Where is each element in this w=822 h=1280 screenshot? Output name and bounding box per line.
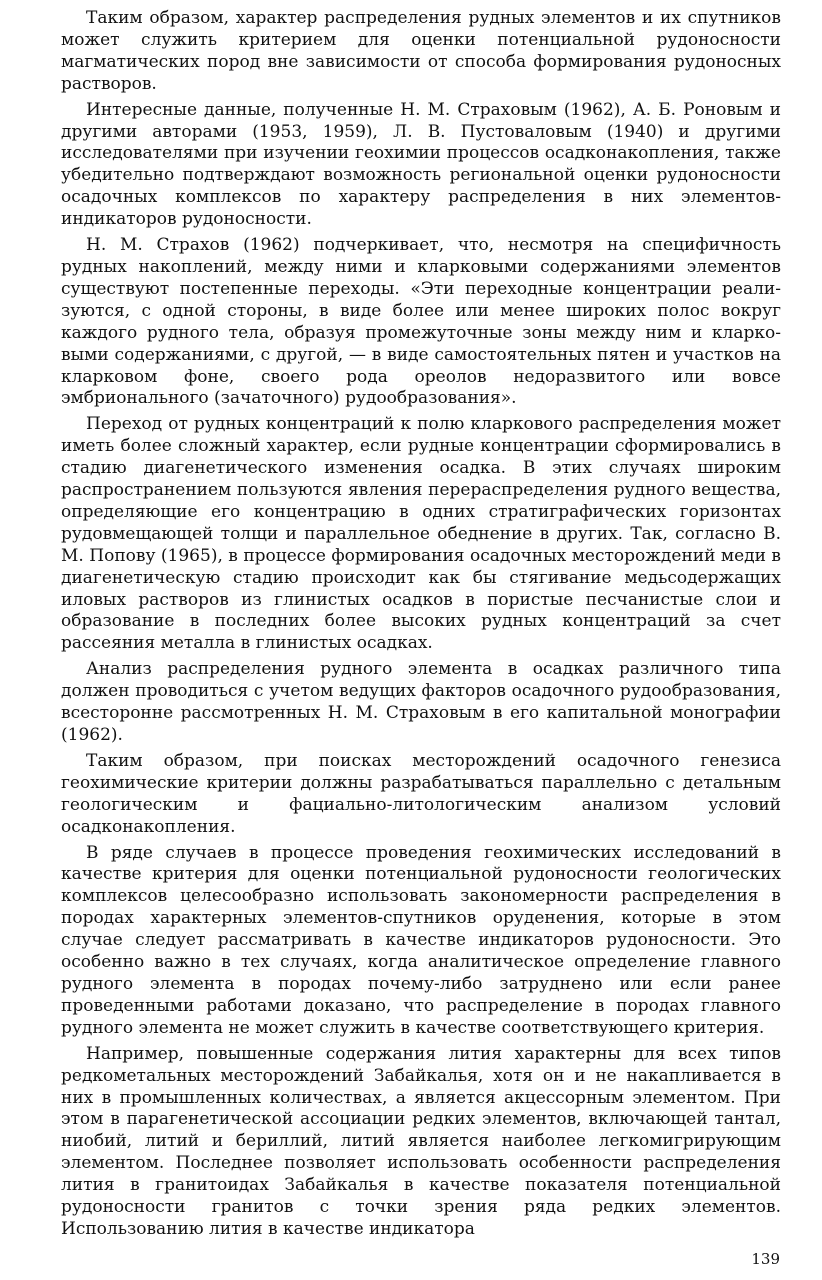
paragraph: Таким образом, при поисках месторождений осадочного генезиса геохимические критерии должны разрабатываться параллельно с детальным геологическим и фациально-литологическим анализом условий осадконакопления. (61, 750, 781, 837)
paragraph: Например, повышенные содержания лития характерны для всех типов редкометальных месторождений Забайкалья, хотя он и не накапливается в них в промышленных количествах, а является акцессорным элементом. При этом в парагенетической ассоциации редких элементов, включающей тантал, ниобий, литий и бериллий, литий является наиболее легкомигрирующим элементом. Последнее позволяет использовать особенности распределения лития в гранитоидах Забайкалья в качестве показателя потенциальной рудоносности гранитов с точки зрения ряда редких элементов. Использованию лития в качестве индикатора (61, 1043, 781, 1239)
paragraph: Интересные данные, полученные Н. М. Страховым (1962), А. Б. Роновым и другими авторами (1953, 1959), Л. В. Пустоваловым (1940) и другими исследователями при изучении геохимии процессов осадконакопления, также убедительно подтверждают возможность региональной оценки рудоносности осадочных комплексов по характеру распределения в них элементов-индикаторов рудоносности. (61, 99, 781, 230)
paragraph: Переход от рудных концентраций к полю кларкового распределения может иметь более сложный характер, если рудные концентрации сформировались в стадию диагенетического изменения осадка. В этих случаях широким распространением пользуются явления перераспределения рудного вещества, определяющие его концентрацию в одних стратиграфических горизонтах рудовмещающей толщи и параллельное обеднение в других. Так, согласно В. М. Попову (1965), в процессе формирования осадочных месторождений меди в диагенетическую стадию происходит как бы стягивание медьсодержащих иловых растворов из глинистых осадков в пористые песчанистые слои и образование в последних более высоких рудных концентраций за счет рассеяния металла в глинистых осадках. (61, 414, 781, 654)
paragraph: Таким образом, характер распределения рудных элементов и их спутников может служить критерием для оценки потенциальной рудоносности магматических пород вне зависимости от способа формирования рудоносных растворов. (61, 8, 781, 94)
paragraph: Н. М. Страхов (1962) подчеркивает, что, несмотря на специфичность рудных накоплений, между ними и кларковыми содержаниями элементов существуют постепенные переходы. «Эти переходные концентрации реализуются, с одной стороны, в виде более или менее широких полос вокруг каждого рудного тела, образуя промежуточные зоны между ним и кларковыми содержаниями, с другой, — в виде самостоятельных пятен и участков на кларковом фоне, своего рода ореолов недоразвитого или вовсе эмбрионального (зачаточного) рудообразования». (61, 235, 781, 409)
paragraph: Анализ распределения рудного элемента в осадках различного типа должен проводиться с учетом ведущих факторов осадочного рудообразования, всесторонне рассмотренных Н. М. Страховым в его капитальной монографии (1962). (61, 659, 781, 745)
page-number: 139 (751, 1250, 780, 1268)
paragraph: В ряде случаев в процессе проведения геохимических исследований в качестве критерия для оценки потенциальной рудоносности геологических комплексов целесообразно использовать закономерности распределения в породах характерных элементов-спутников оруденения, которые в этом случае следует рассматривать в качестве индикаторов рудоносности. Это особенно важно в тех случаях, когда аналитическое определение главного рудного элемента в породах почему-либо затруднено или если ранее проведенными работами доказано, что распределение в породах главного рудного элемента не может служить в качестве соответствующего критерия. (61, 842, 781, 1038)
page-text-column (61, 8, 781, 1245)
